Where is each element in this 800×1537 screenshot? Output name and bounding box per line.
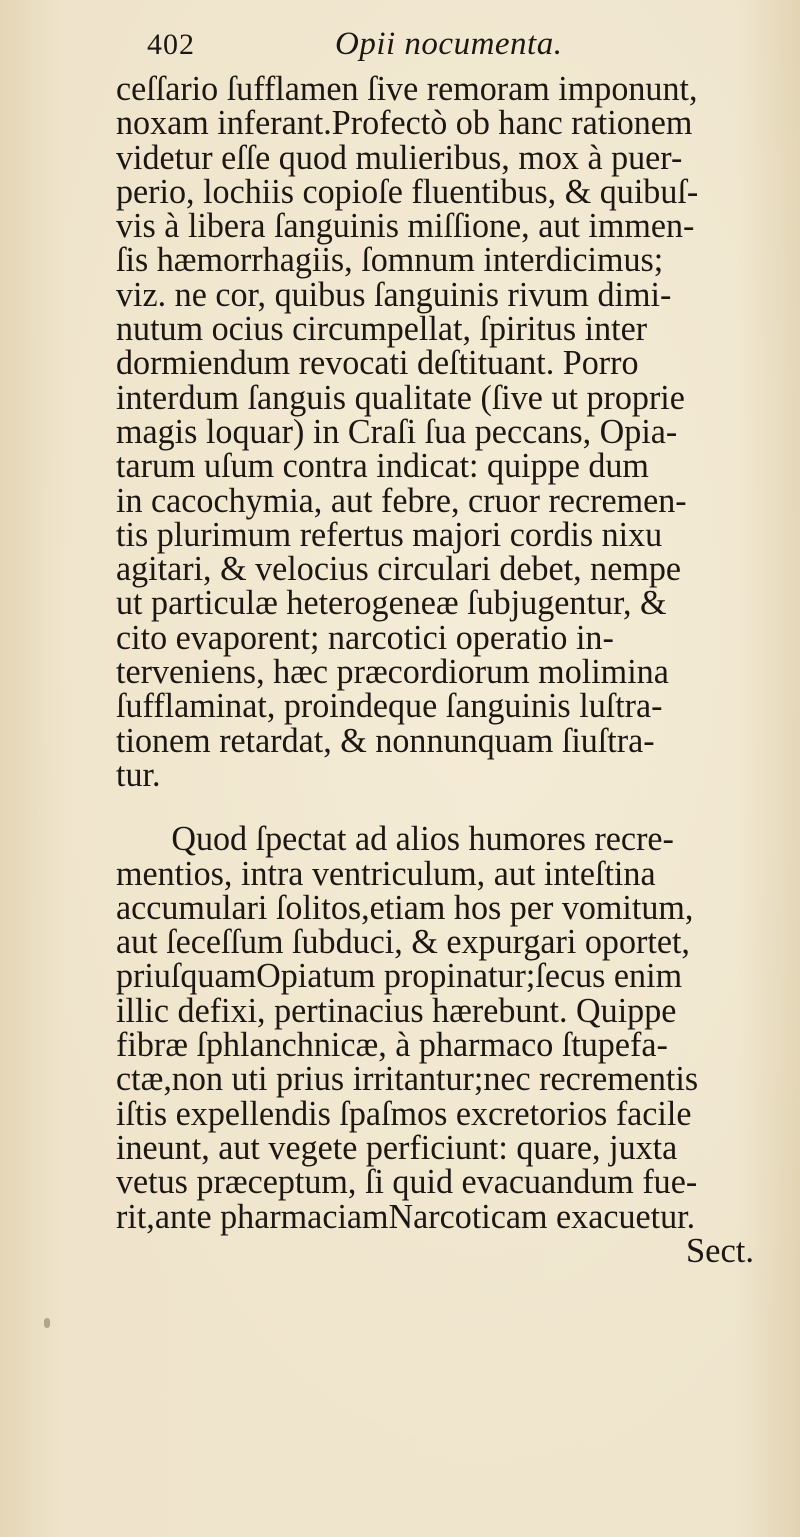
text-line: illic defixi, pertinacius hærebunt. Quippe	[116, 991, 677, 1030]
text-line: agitari, & velocius circulari debet, nempe	[116, 550, 682, 589]
text-line: rit,ante pharmaciamNarcoticam exacuetur.	[116, 1197, 696, 1236]
text-line: cito evaporent; narcotici operatio in-	[116, 618, 614, 657]
text-line: ſis hæmorrhagiis, ſomnum interdicimus;	[116, 241, 664, 280]
text-line: perio, lochiis copioſe fluentibus, & quibuſ-	[116, 172, 699, 211]
running-head: Opii nocumenta.	[335, 26, 563, 62]
text-line: viz. ne cor, quibus ſanguinis rivum dimi-	[116, 275, 672, 314]
catchword: Sect.	[685, 1231, 754, 1270]
text-line: ceſſario ſufflamen ſive remoram imponunt,	[116, 70, 698, 108]
text-line: videtur eſſe quod mulieribus, mox à puer-	[116, 138, 683, 177]
text-line: noxam inferant.Profectò ob hanc rationem	[116, 104, 693, 143]
text-line: mentios, intra ventriculum, aut inteſtina	[116, 854, 656, 893]
text-line: in cacochymia, aut febre, cruor recremen-	[116, 481, 687, 520]
text-line: vetus præceptum, ſi quid evacuandum fue-	[116, 1163, 698, 1202]
text-line: ctæ,non uti prius irritantur;nec recrementis	[116, 1060, 699, 1099]
text-line: accumulari ſolitos,etiam hos per vomitum,	[116, 888, 694, 927]
text-line: ineunt, aut vegete perficiunt: quare, juxta	[116, 1128, 678, 1167]
paragraph-2	[116, 822, 784, 1234]
text-line: iſtis expellendis ſpaſmos excretorios facile	[116, 1094, 692, 1133]
body-text	[116, 72, 784, 1268]
text-line: Quod ſpectat ad alios humores recre-	[171, 820, 674, 859]
page-header	[147, 22, 707, 72]
text-line: nutum ocius circumpellat, ſpiritus inter	[116, 310, 648, 349]
text-line: fibræ ſphlanchnicæ, à pharmaco ſtupefa-	[116, 1026, 668, 1065]
text-line: terveniens, hæc præcordiorum molimina	[116, 653, 669, 692]
paragraph-1	[116, 72, 784, 792]
text-line: ſufflaminat, proindeque ſanguinis luſtra-	[116, 687, 663, 726]
text-line: interdum ſanguis qualitate (ſive ut proprie	[116, 378, 685, 417]
text-line: tur.	[116, 755, 161, 794]
text-line: priuſquamOpiatum propinatur;ſecus enim	[116, 957, 683, 996]
text-line: aut ſeceſſum ſubduci, & expurgari oportet,	[116, 923, 690, 962]
text-line: tis plurimum refertus majori cordis nixu	[116, 515, 663, 554]
page-number: 402	[147, 28, 195, 61]
text-line: tarum uſum contra indicat: quippe dum	[116, 447, 649, 486]
paper-speck	[44, 1318, 50, 1328]
text-line: magis loquar) in Craſi ſua peccans, Opia-	[116, 412, 678, 451]
paragraph-gap	[116, 792, 784, 822]
text-line: vis à libera ſanguinis miſſione, aut immen-	[116, 207, 695, 246]
text-line: ut particulæ heterogeneæ ſubjugentur, &	[116, 584, 667, 623]
text-line: tionem retardat, & nonnunquam ſiuſtra-	[116, 721, 655, 760]
text-line: dormiendum revocati deſtituant. Porro	[116, 344, 639, 383]
